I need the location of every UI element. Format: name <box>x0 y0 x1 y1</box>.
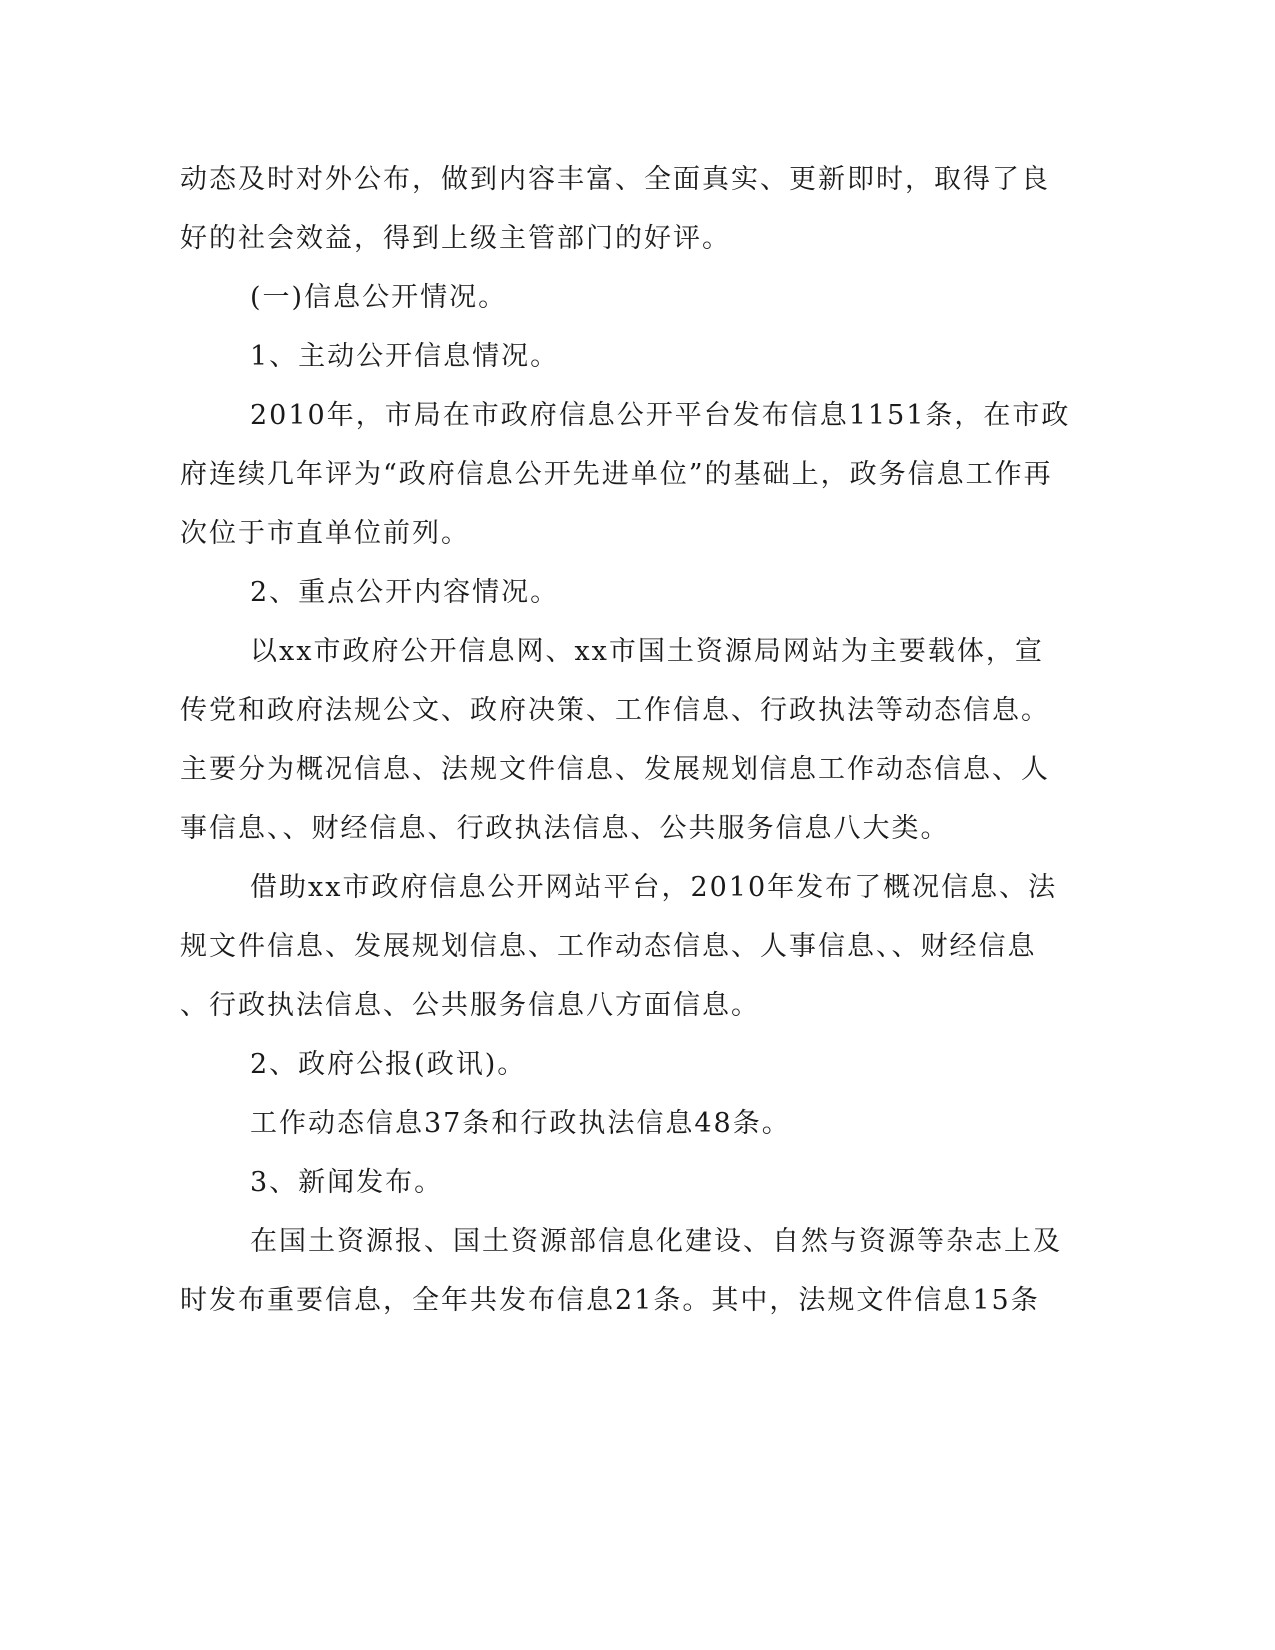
text-line: 在国土资源报、国土资源部信息化建设、自然与资源等杂志上及 <box>250 1226 1062 1257</box>
text-line: 主要分为概况信息、法规文件信息、发展规划信息工作动态信息、人 <box>180 754 1050 785</box>
text-line: 借助xx市政府信息公开网站平台，2010年发布了概况信息、法 <box>250 872 1058 903</box>
subsection-heading: 2、政府公报(政讯)。 <box>250 1049 527 1080</box>
section-heading: (一)信息公开情况。 <box>250 282 508 313</box>
subsection-heading: 3、新闻发布。 <box>250 1167 444 1198</box>
text-line: 动态及时对外公布，做到内容丰富、全面真实、更新即时，取得了良 <box>180 164 1050 195</box>
text-line: 时发布重要信息，全年共发布信息21条。其中，法规文件信息15条 <box>180 1285 1040 1316</box>
text-line: 以xx市政府公开信息网、xx市国土资源局网站为主要载体，宣 <box>250 636 1044 667</box>
text-line: 好的社会效益，得到上级主管部门的好评。 <box>180 223 731 254</box>
subsection-heading: 1、主动公开信息情况。 <box>250 341 560 372</box>
text-line: 规文件信息、发展规划信息、工作动态信息、人事信息、、财经信息 <box>180 931 1037 962</box>
text-line: 传党和政府法规公文、政府决策、工作信息、行政执法等动态信息。 <box>180 695 1050 726</box>
text-line: 、行政执法信息、公共服务信息八方面信息。 <box>180 990 760 1021</box>
subsection-heading: 2、重点公开内容情况。 <box>250 577 560 608</box>
text-line: 事信息、、财经信息、行政执法信息、公共服务信息八大类。 <box>180 813 950 844</box>
text-line: 2010年，市局在市政府信息公开平台发布信息1151条，在市政 <box>250 400 1071 431</box>
body-text <box>180 150 1071 1330</box>
text-line: 次位于市直单位前列。 <box>180 518 470 549</box>
text-line: 府连续几年评为“政府信息公开先进单位”的基础上，政务信息工作再 <box>180 459 1053 490</box>
text-line: 工作动态信息37条和行政执法信息48条。 <box>250 1108 791 1139</box>
